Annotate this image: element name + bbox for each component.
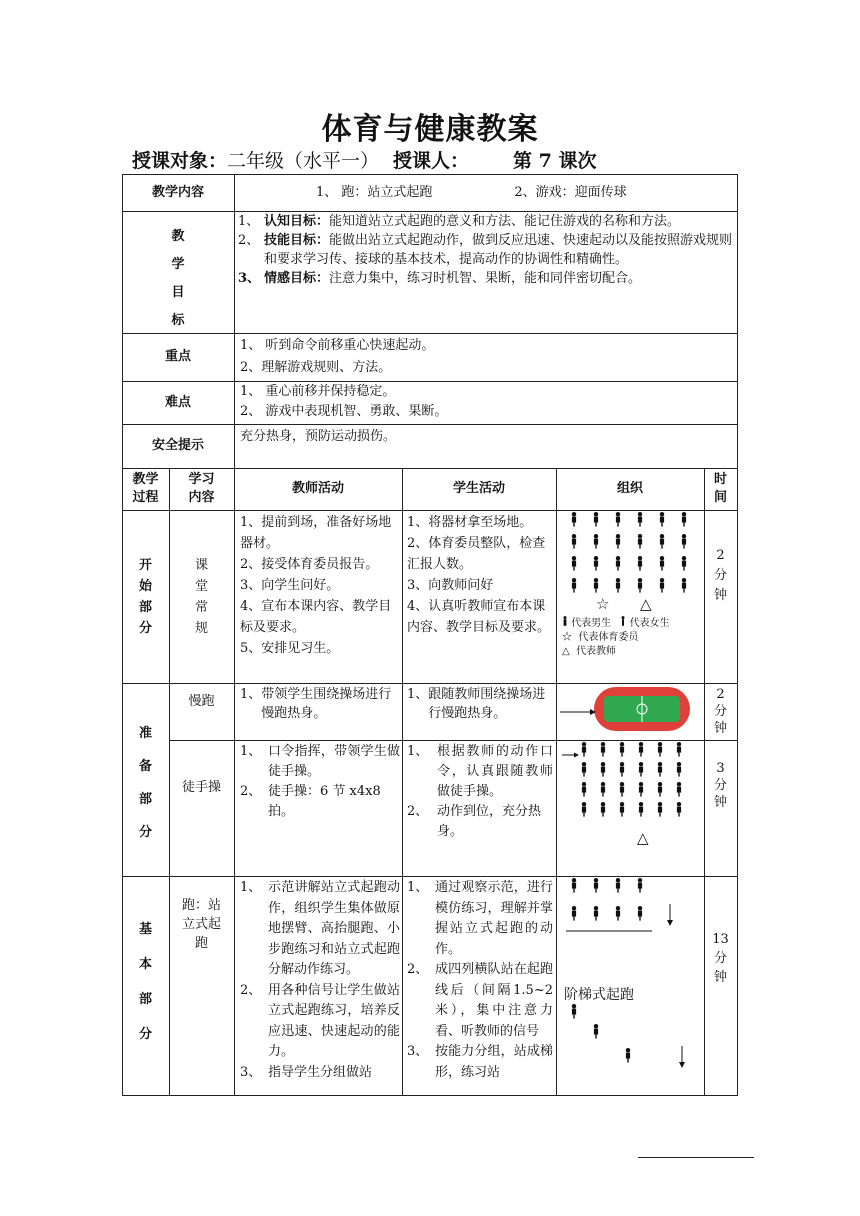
student-figure — [594, 556, 598, 571]
student-step: 1、 根据教师的动作口令，认真跟随教师做徒手操。 — [407, 744, 553, 799]
track-diagram — [560, 685, 702, 737]
difficulty-item: 2、 游戏中表现机智、勇敢、果断。 — [240, 404, 448, 419]
student-step: 2、 动作到位，充分热身。 — [407, 804, 542, 839]
boy-icon — [562, 616, 568, 626]
student-figure — [616, 578, 620, 593]
content-item-2: 2、游戏：迎面传球 — [514, 184, 627, 200]
student-figure — [594, 512, 598, 527]
difficulty-item: 1、 重心前移并保持稳定。 — [240, 384, 396, 399]
target-label: 授课对象： — [132, 150, 228, 172]
phase-prep: 准 备 部 分 — [138, 726, 152, 840]
student-figure — [582, 782, 586, 797]
phase-start: 开 始 部 分 — [138, 557, 152, 636]
objectives-list — [238, 212, 734, 332]
key-point-item: 2、理解游戏规则、方法。 — [240, 360, 392, 375]
student-figure — [682, 556, 686, 571]
exercise-teacher-triangle: △ — [637, 829, 649, 847]
teacher-step: 3、向学生问好。 — [240, 578, 340, 593]
student-figure — [616, 906, 620, 921]
basic-teacher-activity — [240, 878, 400, 1083]
student-figure — [682, 534, 686, 549]
student-figure — [677, 742, 681, 757]
student-figure — [638, 512, 642, 527]
basic-content: 跑：站 立式起 跑 — [181, 898, 221, 951]
col-process: 教学 过程 — [132, 472, 159, 505]
exercise-time: 3 分 钟 — [713, 761, 727, 810]
student-figure — [638, 878, 642, 893]
student-figure — [620, 742, 624, 757]
key-point-item: 1、 听到命令前移重心快速起动。 — [240, 338, 435, 353]
objective-item: 1、 认知目标：能知道站立式起跑的意义和方法、能记住游戏的名称和方法。 — [238, 214, 681, 229]
lesson-number: 第 7 课次 — [513, 150, 597, 172]
student-figure — [638, 556, 642, 571]
direction-arrowhead — [574, 753, 579, 758]
student-figure — [658, 742, 662, 757]
student-figure — [677, 802, 681, 817]
student-figure — [616, 534, 620, 549]
basic-time: 13 分 钟 — [712, 932, 729, 985]
teacher-label: 授课人： — [393, 150, 470, 172]
student-step: 2、 成四列横队站在起跑线后（间隔1.5~2 米），集中注意力看、听教师的信号 — [407, 962, 553, 1039]
phase-basic: 基 本 部 分 — [138, 922, 152, 1042]
student-figure — [572, 1004, 576, 1019]
teacher-step: 3、 指导学生分组做站 — [240, 1064, 373, 1080]
jog-time: 2 分 钟 — [713, 687, 727, 736]
student-figure — [638, 578, 642, 593]
teacher-step: 1、 示范讲解站立式起跑动作，组织学生集体做原地摆臂、高抬腿跑、小步跑练习和站立式起跑分解动作练习。 — [240, 880, 400, 977]
objective-item: 3、 情感目标：注意力集中，练习时机智、果断，能和同伴密切配合。 — [238, 271, 642, 286]
exercise-teacher-activity — [240, 742, 400, 822]
student-figure — [616, 512, 620, 527]
content-value — [234, 174, 737, 211]
student-figure — [639, 742, 643, 757]
formation-legend: 代表男生 代表女生 ☆ 代表体育委员 △ 代表教师 — [562, 618, 670, 657]
ladder-start-label: 阶梯式起跑 — [564, 987, 634, 1003]
col-student: 学生活动 — [452, 481, 505, 496]
student-step: 4、认真听教师宣布本课内容、教学目标及要求。 — [407, 599, 551, 635]
student-figure — [638, 906, 642, 921]
col-time: 时 间 — [713, 472, 727, 505]
student-figure — [601, 742, 605, 757]
col-organization: 组织 — [616, 481, 643, 496]
teacher-step: 2、 徒手操：6 节 x4x8 拍。 — [240, 784, 381, 819]
start-student-activity — [407, 512, 553, 638]
student-figure — [601, 782, 605, 797]
student-figure — [638, 534, 642, 549]
student-figure — [572, 534, 576, 549]
triangle-icon: △ — [562, 646, 570, 657]
student-figure — [658, 762, 662, 777]
student-figure — [658, 802, 662, 817]
ladder-formation-diagram — [562, 1004, 702, 1074]
teacher-step: 4、宣布本课内容、教学目标及要求。 — [240, 599, 392, 635]
teacher-step: 2、 用各种信号让学生做站立式起跑练习，培养反应迅速、快速起动的能力。 — [240, 982, 400, 1059]
content-item-1: 1、 跑：站立式起跑 — [316, 184, 433, 200]
col-teacher: 教师活动 — [291, 481, 344, 496]
page-title: 体育与健康教案 — [321, 112, 539, 147]
student-figure — [582, 762, 586, 777]
student-figure — [620, 782, 624, 797]
student-step: 2、体育委员整队，检查汇报人数。 — [407, 536, 546, 572]
student-figure — [616, 556, 620, 571]
exercise-student-activity — [407, 742, 553, 842]
teacher-step: 1、 口令指挥，带领学生做徒手操。 — [240, 744, 400, 779]
exercise-formation-diagram — [560, 742, 700, 828]
footer-rule — [638, 1157, 754, 1158]
start-time: 2 分 钟 — [713, 548, 727, 603]
content-label: 教学内容 — [151, 184, 204, 200]
student-figure — [677, 782, 681, 797]
student-figure — [594, 906, 598, 921]
student-figure — [572, 578, 576, 593]
star-icon: ☆ — [562, 632, 572, 643]
student-figure — [639, 762, 643, 777]
student-figure — [639, 802, 643, 817]
key-points-label: 重点 — [164, 349, 191, 364]
teacher-step: 1、提前到场，准备好场地器材。 — [240, 515, 392, 551]
student-figure — [572, 556, 576, 571]
objectives-char: 标 — [171, 313, 185, 328]
jog-student-activity: 1、 跟随教师围绕操场进行慢跑热身。 — [407, 687, 546, 721]
safety-text: 充分热身，预防运动损伤。 — [240, 429, 397, 444]
student-figure — [594, 878, 598, 893]
key-points-list — [240, 335, 730, 379]
student-figure — [639, 782, 643, 797]
teacher-step: 2、接受体育委员报告。 — [240, 557, 379, 572]
student-figure — [594, 578, 598, 593]
exercise-content: 徒手操 — [181, 780, 221, 795]
start-formation-diagram — [566, 512, 696, 600]
student-figure — [660, 578, 664, 593]
safety-label: 安全提示 — [151, 438, 204, 453]
student-figure — [572, 512, 576, 527]
student-figure — [572, 906, 576, 921]
student-figure — [620, 802, 624, 817]
student-step: 3、向教师问好 — [407, 578, 494, 593]
student-figure — [601, 762, 605, 777]
student-figure — [626, 1048, 630, 1063]
teacher-triangle: △ — [640, 595, 652, 613]
start-content: 课 堂 常 规 — [194, 557, 208, 636]
student-figure — [594, 534, 598, 549]
student-step: 3、 按能力分组，站成梯形，练习站 — [407, 1044, 553, 1080]
student-step: 1、 通过观察示范，进行模仿练习，理解并掌握站立式起跑的动作。 — [407, 880, 553, 957]
start-line-formation — [562, 878, 702, 934]
objectives-char: 教 — [171, 229, 185, 244]
objectives-label — [122, 211, 234, 333]
student-step: 1、将器材拿至场地。 — [407, 515, 533, 530]
jog-content: 慢跑 — [188, 694, 215, 709]
teacher-step: 5、安排见习生。 — [240, 641, 340, 656]
difficulties-label: 难点 — [164, 394, 191, 410]
lesson-header — [132, 146, 597, 173]
basic-student-activity — [407, 878, 553, 1083]
student-figure — [594, 1024, 598, 1039]
student-figure — [660, 556, 664, 571]
objective-item: 2、 技能目标：能做出站立式起跑动作，做到反应迅速、快速起动以及能按照游戏规则和要求学习传、接球的基本技术，提高动作的协调性和精确性。 — [238, 233, 733, 267]
student-figure — [660, 534, 664, 549]
student-figure — [660, 512, 664, 527]
col-content: 学习 内容 — [188, 472, 215, 505]
student-figure — [616, 878, 620, 893]
jog-teacher-activity: 1、 带领学生围绕操场进行慢跑热身。 — [240, 687, 392, 721]
student-figure — [582, 802, 586, 817]
student-figure — [677, 762, 681, 777]
target-value: 二年级（水平一） — [227, 150, 380, 172]
objectives-char: 学 — [171, 257, 185, 272]
objectives-char: 目 — [171, 285, 185, 300]
student-figure — [682, 512, 686, 527]
student-figure — [658, 782, 662, 797]
monitor-star: ☆ — [596, 595, 610, 613]
girl-icon — [620, 616, 626, 626]
student-figure — [620, 762, 624, 777]
difficulties-list — [240, 382, 730, 422]
start-teacher-activity — [240, 512, 400, 659]
student-figure — [682, 578, 686, 593]
student-figure — [601, 802, 605, 817]
student-figure — [582, 742, 586, 757]
student-figure — [572, 878, 576, 893]
